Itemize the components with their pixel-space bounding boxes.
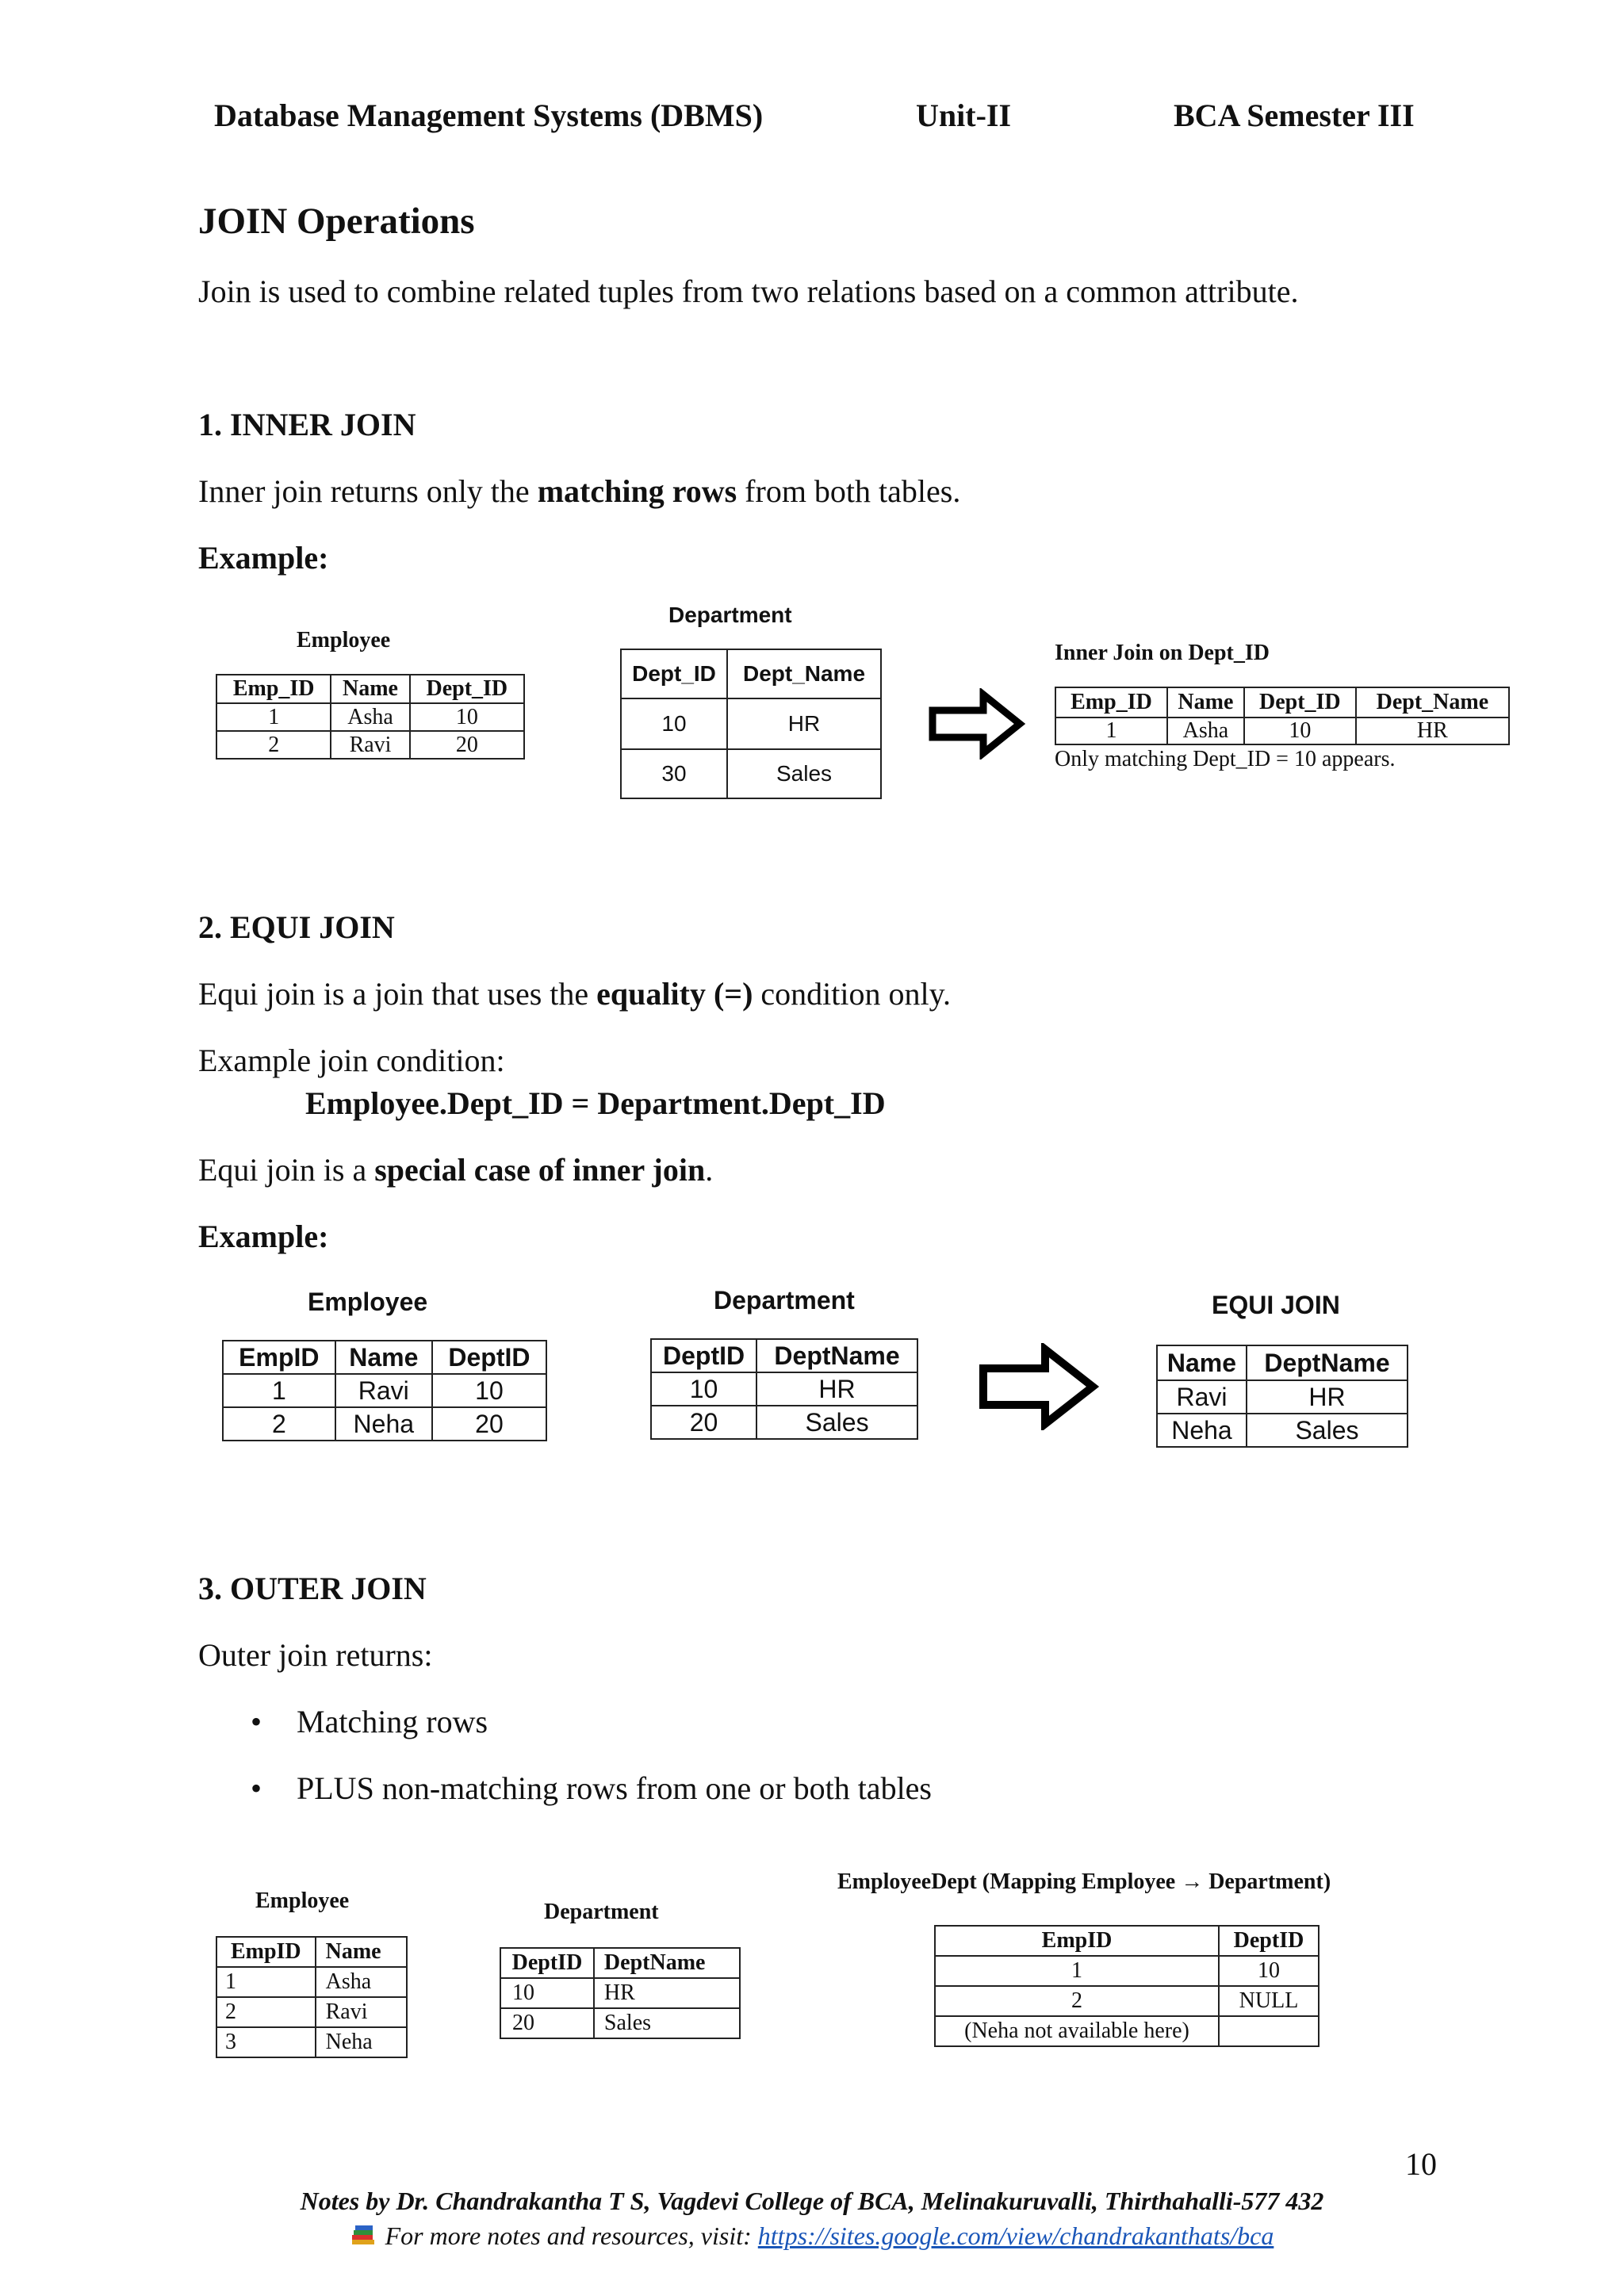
- table-cell: Neha: [316, 2027, 407, 2057]
- books-icon: [350, 2224, 379, 2248]
- table-header-row: [216, 675, 524, 703]
- inner-employee-table: [216, 674, 525, 760]
- equi-special-text: Equi join is a special case of inner join.: [198, 1152, 714, 1188]
- table-header-row: [1055, 687, 1509, 718]
- header-cell: Emp_ID: [216, 675, 331, 703]
- equi-join-heading: 2. EQUI JOIN: [198, 909, 395, 945]
- header-cell: DeptID: [1219, 1926, 1319, 1956]
- table-row: [223, 1374, 546, 1407]
- equi-example-label: Example:: [198, 1219, 329, 1254]
- equi-cond-label: Example join condition:: [198, 1043, 505, 1078]
- table-cell: 10: [621, 698, 727, 749]
- table-cell: Ravi: [1157, 1380, 1247, 1414]
- table-cell: 3: [216, 2027, 316, 2057]
- table-cell: (Neha not available here): [935, 2016, 1219, 2046]
- header-cell: Name: [335, 1341, 432, 1374]
- table-row: [500, 2008, 740, 2038]
- table-cell: HR: [727, 698, 881, 749]
- outer-employee-caption: Employee: [255, 1888, 350, 1913]
- header-cell: EmpID: [935, 1926, 1219, 1956]
- outer-employee-table: [216, 1936, 408, 2058]
- intro-text: Join is used to combine related tuples from two relations based on a common attribute.: [198, 274, 1299, 309]
- footer-more-text: For more notes and resources, visit:: [385, 2221, 758, 2250]
- arrow-right-icon: [977, 1343, 1101, 1430]
- table-cell: 1: [216, 703, 331, 731]
- header-cell: Dept_ID: [1244, 687, 1356, 718]
- inner-result-note: Only matching Dept_ID = 10 appears.: [1055, 747, 1396, 771]
- table-row: [216, 1997, 407, 2027]
- table-header-row: [223, 1341, 546, 1374]
- table-row: [935, 2016, 1319, 2046]
- table-cell: 10: [500, 1978, 594, 2008]
- table-cell: Sales: [756, 1406, 917, 1439]
- table-cell: Asha: [1167, 718, 1244, 744]
- table-row: [651, 1406, 917, 1439]
- equi-result-table: [1156, 1345, 1408, 1448]
- table-cell: 30: [621, 749, 727, 798]
- header-cell: Name: [1157, 1345, 1247, 1380]
- arrow-right-icon: [926, 688, 1028, 760]
- table-row: [500, 1978, 740, 2008]
- table-cell: 10: [651, 1372, 756, 1406]
- equi-condition: Employee.Dept_ID = Department.Dept_ID: [305, 1085, 886, 1121]
- inner-result-caption: Inner Join on Dept_ID: [1055, 641, 1270, 665]
- table-cell: 1: [935, 1956, 1219, 1986]
- header-unit: Unit-II: [916, 98, 1012, 133]
- table-cell: Neha: [1157, 1414, 1247, 1447]
- header-semester: BCA Semester III: [1174, 98, 1415, 133]
- outer-mapping-table: [934, 1925, 1320, 2047]
- table-header-row: [651, 1339, 917, 1372]
- outer-department-table: [500, 1947, 741, 2039]
- inner-employee-caption: Employee: [297, 628, 391, 652]
- table-row: [1157, 1414, 1408, 1447]
- equi-employee-table: [222, 1340, 547, 1441]
- header-cell: DeptID: [651, 1339, 756, 1372]
- table-cell: 2: [935, 1986, 1219, 2016]
- table-cell: 2: [216, 731, 331, 759]
- header-cell: Dept_Name: [727, 649, 881, 698]
- table-row: [1055, 718, 1509, 744]
- footer-notes: Notes by Dr. Chandrakantha T S, Vagdevi College of BCA, Melinakuruvalli, Thirthahalli-577 432: [300, 2187, 1324, 2215]
- table-header-row: [935, 1926, 1319, 1956]
- table-header-row: [500, 1948, 740, 1978]
- equi-department-table: [650, 1338, 918, 1440]
- bullet-item: • PLUS non-matching rows from one or both tables: [251, 1770, 932, 1806]
- inner-department-table: [620, 649, 882, 799]
- outer-join-heading: 3. OUTER JOIN: [198, 1571, 427, 1606]
- header-cell: DeptName: [1247, 1345, 1408, 1380]
- table-row: [935, 1986, 1319, 2016]
- table-row: [216, 2027, 407, 2057]
- table-cell: Ravi: [331, 731, 409, 759]
- table-row: [935, 1956, 1319, 1986]
- table-cell: 10: [1219, 1956, 1319, 1986]
- table-cell: Neha: [335, 1407, 432, 1441]
- table-cell: Ravi: [335, 1374, 432, 1407]
- table-cell: 1: [223, 1374, 335, 1407]
- inner-join-desc: Inner join returns only the matching rows from both tables.: [198, 473, 961, 509]
- header-cell: Name: [1167, 687, 1244, 718]
- header-cell: DeptID: [432, 1341, 546, 1374]
- table-cell: Sales: [594, 2008, 740, 2038]
- equi-result-caption: EQUI JOIN: [1212, 1291, 1340, 1319]
- header-cell: DeptName: [756, 1339, 917, 1372]
- table-header-row: [1157, 1345, 1408, 1380]
- table-cell: 20: [651, 1406, 756, 1439]
- table-cell: HR: [756, 1372, 917, 1406]
- table-cell: Sales: [727, 749, 881, 798]
- equi-join-desc: Equi join is a join that uses the equality (=) condition only.: [198, 976, 952, 1012]
- table-row: [223, 1407, 546, 1441]
- table-cell: 10: [410, 703, 524, 731]
- table-cell: 2: [216, 1997, 316, 2027]
- table-cell: HR: [594, 1978, 740, 2008]
- header-cell: Emp_ID: [1055, 687, 1167, 718]
- header-cell: DeptID: [500, 1948, 594, 1978]
- table-cell: Ravi: [316, 1997, 407, 2027]
- table-cell: 2: [223, 1407, 335, 1441]
- equi-employee-caption: Employee: [308, 1288, 428, 1316]
- header-cell: Name: [331, 675, 409, 703]
- table-cell: HR: [1356, 718, 1509, 744]
- table-header-row: [621, 649, 881, 698]
- header-course: Database Management Systems (DBMS): [214, 98, 764, 133]
- header-cell: Dept_ID: [410, 675, 524, 703]
- table-cell: 20: [410, 731, 524, 759]
- table-row: [1157, 1380, 1408, 1414]
- inner-result-table: [1055, 687, 1510, 745]
- header-cell: Dept_Name: [1356, 687, 1509, 718]
- table-row: [216, 703, 524, 731]
- header-cell: EmpID: [223, 1341, 335, 1374]
- table-cell: 1: [1055, 718, 1167, 744]
- table-cell: 10: [1244, 718, 1356, 744]
- outer-department-caption: Department: [544, 1900, 659, 1924]
- table-cell: 20: [432, 1407, 546, 1441]
- header-cell: DeptName: [594, 1948, 740, 1978]
- table-cell: [1219, 2016, 1319, 2046]
- table-row: [621, 749, 881, 798]
- table-cell: Asha: [316, 1967, 407, 1997]
- table-row: [621, 698, 881, 749]
- table-row: [216, 1967, 407, 1997]
- header-cell: Name: [316, 1937, 407, 1967]
- inner-join-heading: 1. INNER JOIN: [198, 407, 416, 442]
- table-cell: 1: [216, 1967, 316, 1997]
- outer-join-desc: Outer join returns:: [198, 1637, 433, 1673]
- inner-example-label: Example:: [198, 540, 329, 576]
- page-number: 10: [1405, 2146, 1437, 2182]
- header-cell: EmpID: [216, 1937, 316, 1967]
- table-row: [216, 731, 524, 759]
- equi-department-caption: Department: [714, 1286, 855, 1314]
- table-cell: Asha: [331, 703, 409, 731]
- table-cell: Sales: [1247, 1414, 1408, 1447]
- outer-mapping-caption: EmployeeDept (Mapping Employee → Department): [837, 1869, 1331, 1894]
- header-cell: Dept_ID: [621, 649, 727, 698]
- table-cell: 10: [432, 1374, 546, 1407]
- table-header-row: [216, 1937, 407, 1967]
- footer-link[interactable]: https://sites.google.com/view/chandrakanthats/bca: [757, 2221, 1274, 2250]
- inner-department-caption: Department: [668, 603, 792, 627]
- page-title: JOIN Operations: [198, 201, 475, 242]
- bullet-item: • Matching rows: [251, 1704, 488, 1739]
- table-cell: HR: [1247, 1380, 1408, 1414]
- footer-resources: [0, 2221, 1624, 2251]
- table-row: [651, 1372, 917, 1406]
- table-cell: NULL: [1219, 1986, 1319, 2016]
- table-cell: 20: [500, 2008, 594, 2038]
